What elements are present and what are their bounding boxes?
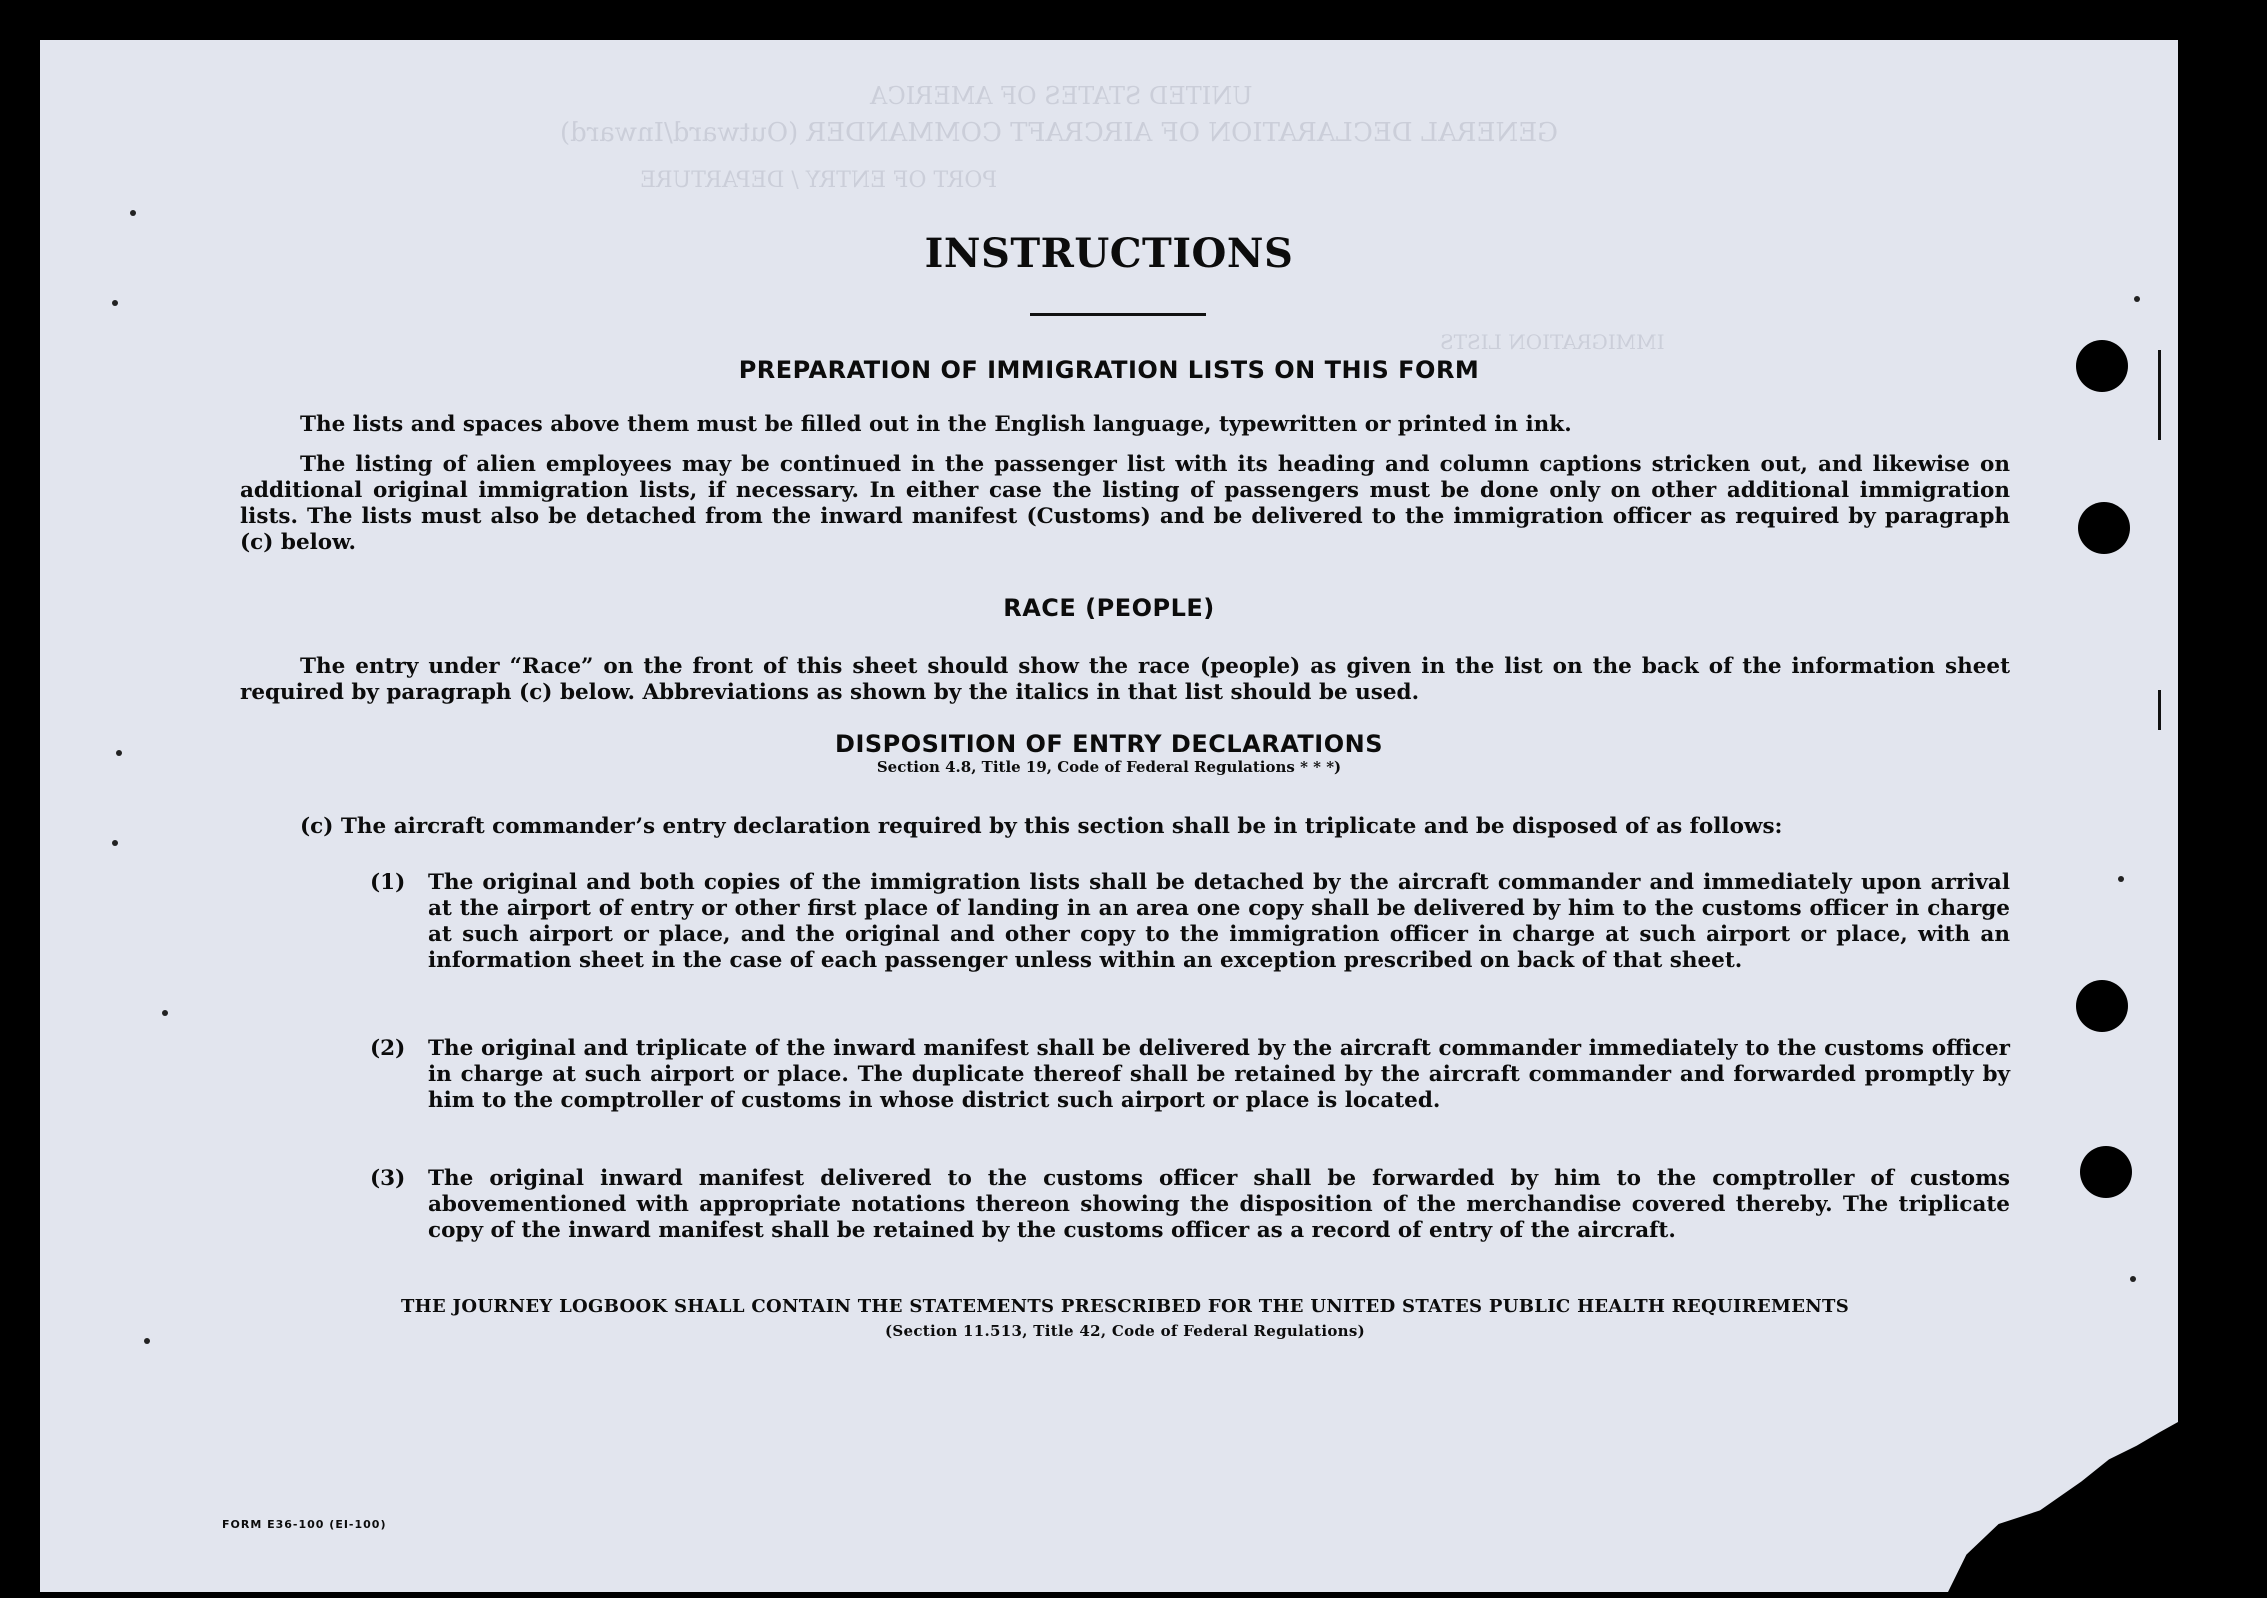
item-text: The original and both copies of the immigration lists shall be detached by the aircraft commander and immediately upon arrival at the airport of entry or other first place of landing in an area one copy shall be delivered by him to the customs officer in charge at such airport or place, and the original and other copy to the immigration officer in charge at such airport or place, with an information sheet in the case of each passenger unless within an exception prescribed on back of that sheet. (428, 870, 2010, 973)
paragraph-race: The entry under “Race” on the front of this sheet should show the race (people) as given in the list on the back of the information sheet required by paragraph (c) below. Abbreviations as shown by the italics in that list should be used. (240, 654, 2010, 705)
list-item (340, 1166, 2010, 1244)
item-number: (2) (370, 1036, 406, 1061)
list-item (340, 1036, 2010, 1114)
health-requirements-statement: THE JOURNEY LOGBOOK SHALL CONTAIN THE STATEMENTS PRESCRIBED FOR THE UNITED STATES PUBLIC HEALTH REQUIREMENTS (400, 1296, 1850, 1317)
item-text: The original and triplicate of the inward manifest shall be delivered by the aircraft commander immediately to the customs officer in charge at such airport or place. The duplicate thereof shall be retained by the aircraft commander and forwarded promptly by him to the comptroller of customs in whose district such airport or place is located. (428, 1036, 2010, 1113)
health-requirements-citation: (Section 11.513, Title 42, Code of Federal Regulations) (884, 1322, 1365, 1340)
title-underline (1030, 313, 1206, 316)
section-heading-disposition: DISPOSITION OF ENTRY DECLARATIONS (835, 730, 1383, 758)
section-heading-preparation: PREPARATION OF IMMIGRATION LISTS ON THIS FORM (738, 356, 1480, 384)
item-text: The original inward manifest delivered to the customs officer shall be forwarded by him to the comptroller of customs abovementioned with appropriate notations thereon showing the disposition of the merchandise covered thereby. The triplicate copy of the inward manifest shall be retained by the customs officer as a record of entry of the aircraft. (428, 1166, 2010, 1243)
page-title: INSTRUCTIONS (924, 230, 1294, 277)
bleed-through-text: GENERAL DECLARATION OF AIRCRAFT COMMANDER (Outward/Inward) (560, 118, 1559, 148)
disposition-intro: (c) The aircraft commander’s entry declaration required by this section shall be in triplicate and be disposed of as follows: (300, 814, 1783, 839)
document-page (40, 40, 2178, 1592)
bleed-through-text: UNITED STATES OF AMERICA (870, 82, 1253, 110)
list-item (340, 870, 2010, 974)
item-number: (1) (370, 870, 406, 895)
paragraph-alien-employees: The listing of alien employees may be continued in the passenger list with its heading and column captions stricken out, and likewise on additional original immigration lists, if necessary. In either case the listing of passengers must be done only on other additional immigration lists. The lists must also be detached from the inward manifest (Customs) and be delivered to the immigration officer as required by paragraph (c) below. (240, 452, 2010, 555)
paragraph-language: The lists and spaces above them must be filled out in the English language, typewritten or printed in ink. (300, 412, 1572, 437)
disposition-citation: Section 4.8, Title 19, Code of Federal Regulations * * *) (876, 758, 1342, 776)
section-heading-race: RACE (PEOPLE) (1003, 594, 1215, 622)
form-number: FORM E36-100 (EI-100) (222, 1518, 387, 1531)
bleed-through-text: IMMIGRATION LISTS (1440, 330, 1665, 354)
item-number: (3) (370, 1166, 406, 1191)
bleed-through-text: PORT OF ENTRY / DEPARTURE (640, 168, 998, 193)
